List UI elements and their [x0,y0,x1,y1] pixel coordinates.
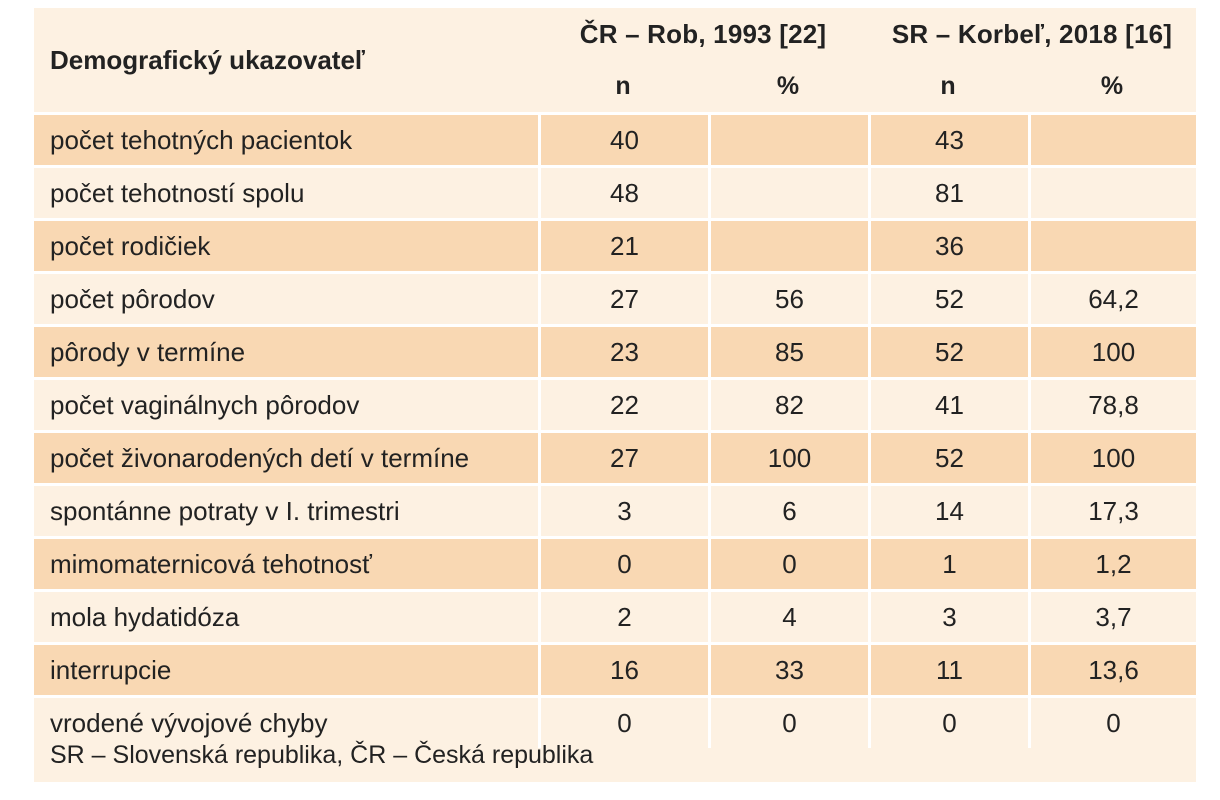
row-label: interrupcie [34,642,538,695]
row-label: vrodené vývojové chyby [34,695,538,748]
cell-cz-n: 27 [538,430,708,483]
demographic-table-container [34,8,1196,782]
table-row [34,536,1196,589]
row-label: počet živonarodených detí v termíne [34,430,538,483]
row-label: počet pôrodov [34,271,538,324]
cell-cz-n: 21 [538,218,708,271]
row-label: počet rodičiek [34,218,538,271]
cell-sk-n: 3 [868,589,1028,642]
cell-cz-n: 40 [538,112,708,165]
cell-cz-pct: 6 [708,483,868,536]
table-footnote: SR – Slovenská republika, ČR – Česká republika [50,741,594,769]
cell-cz-n: 48 [538,165,708,218]
cell-cz-pct [708,218,868,271]
cell-sk-n: 1 [868,536,1028,589]
cell-sk-n: 36 [868,218,1028,271]
cell-sk-pct: 78,8 [1028,377,1196,430]
table-row [34,377,1196,430]
header-indicator: Demografický ukazovateľ [50,44,365,75]
table-row [34,165,1196,218]
cell-cz-pct: 56 [708,271,868,324]
cell-sk-pct: 64,2 [1028,271,1196,324]
table-row [34,430,1196,483]
cell-cz-n: 3 [538,483,708,536]
cell-sk-pct: 0 [1028,695,1196,748]
cell-cz-pct: 85 [708,324,868,377]
cell-cz-n: 23 [538,324,708,377]
table-row [34,324,1196,377]
table-body [34,112,1196,748]
cell-sk-n: 0 [868,695,1028,748]
header-cz-n: n [615,71,631,100]
row-label: mimomaternicová tehotnosť [34,536,538,589]
header-sk-n: n [940,71,956,100]
cell-cz-pct: 4 [708,589,868,642]
cell-cz-n: 16 [538,642,708,695]
cell-cz-pct: 33 [708,642,868,695]
cell-cz-pct [708,165,868,218]
cell-cz-n: 22 [538,377,708,430]
cell-cz-pct: 82 [708,377,868,430]
cell-sk-pct: 17,3 [1028,483,1196,536]
row-label: spontánne potraty v I. trimestri [34,483,538,536]
row-label: počet tehotných pacientok [34,112,538,165]
cell-sk-n: 52 [868,271,1028,324]
cell-cz-n: 0 [538,695,708,748]
header-group-cz: ČR – Rob, 1993 [22] [579,18,827,49]
row-label: pôrody v termíne [34,324,538,377]
cell-cz-pct [708,112,868,165]
table-row [34,112,1196,165]
cell-sk-pct: 1,2 [1028,536,1196,589]
cell-cz-n: 0 [538,536,708,589]
row-label: počet tehotností spolu [34,165,538,218]
header-cz-pct: % [776,71,800,100]
header-group-sk: SR – Korbeľ, 2018 [16] [891,18,1173,49]
cell-sk-pct [1028,218,1196,271]
cell-sk-n: 11 [868,642,1028,695]
cell-sk-n: 52 [868,430,1028,483]
cell-cz-pct: 0 [708,536,868,589]
cell-cz-n: 2 [538,589,708,642]
cell-cz-pct: 100 [708,430,868,483]
cell-cz-n: 27 [538,271,708,324]
cell-sk-n: 41 [868,377,1028,430]
cell-sk-pct [1028,112,1196,165]
cell-sk-pct: 100 [1028,324,1196,377]
cell-sk-n: 81 [868,165,1028,218]
cell-sk-pct: 13,6 [1028,642,1196,695]
cell-sk-n: 43 [868,112,1028,165]
table-row [34,218,1196,271]
table-row [34,483,1196,536]
cell-sk-pct [1028,165,1196,218]
cell-sk-n: 52 [868,324,1028,377]
table-row [34,642,1196,695]
cell-sk-pct: 3,7 [1028,589,1196,642]
table-row [34,589,1196,642]
demographic-table [34,8,1196,748]
cell-sk-pct: 100 [1028,430,1196,483]
header-sk-pct: % [1100,71,1124,100]
table-row [34,271,1196,324]
row-label: mola hydatidóza [34,589,538,642]
cell-sk-n: 14 [868,483,1028,536]
cell-cz-pct: 0 [708,695,868,748]
row-label: počet vaginálnych pôrodov [34,377,538,430]
